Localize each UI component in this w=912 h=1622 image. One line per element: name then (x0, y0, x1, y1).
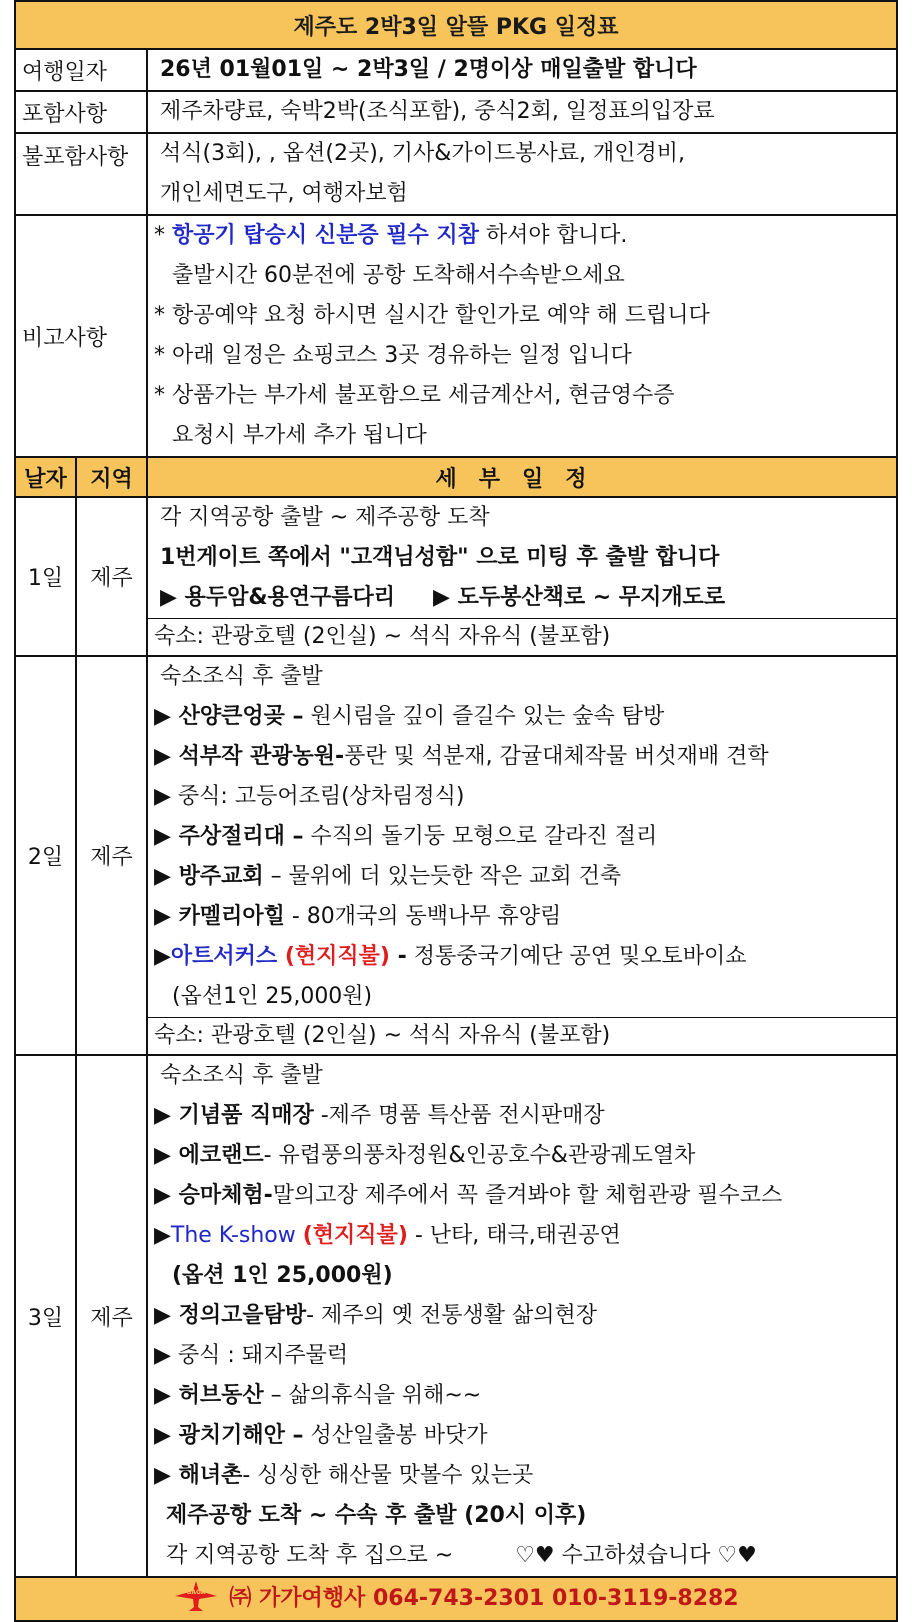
travel-date-value: 26년 01월01일 ~ 2박3일 / 2명이상 매일출발 합니다 (160, 57, 697, 82)
spot-name: ▶ 기념품 직매장 (154, 1103, 314, 1128)
footer (15, 1577, 897, 1621)
notes-line-1 (148, 216, 896, 256)
id-required-notice: 항공기 탑승시 신분증 필수 지참 (172, 223, 479, 248)
itinerary-sheet (14, 0, 896, 1617)
thanks-text: 수고하셨습니다 (554, 1543, 718, 1568)
notes-line-2: 출발시간 60분전에 공항 도착해서수속받으세요 (172, 263, 625, 288)
day2-line-2 (148, 697, 896, 737)
airplane-logo-icon (173, 1579, 219, 1619)
day2-line-4: ▶ 중식: 고등어조림(상차림정식) (154, 784, 465, 809)
day2-detail (147, 656, 897, 1055)
travel-date-cell (147, 49, 897, 91)
dash: - (389, 944, 407, 969)
homeward-text: 각 지역공항 도착 후 집으로 ~ (166, 1543, 454, 1568)
day2-line-3 (148, 737, 896, 777)
notes-bullet: * (154, 223, 172, 248)
arrow-icon: ▶ (154, 944, 171, 969)
header-detail: 세부일정 (147, 457, 897, 497)
heart-icon: ♡♥ (717, 1543, 757, 1568)
spot-name: ▶ 해녀촌 (154, 1463, 243, 1488)
day3-line-5 (148, 1216, 896, 1256)
day1-row (15, 497, 897, 656)
spot-desc: - 싱싱한 해산물 맛볼수 있는곳 (242, 1463, 534, 1488)
option-name: The K-show (170, 1223, 303, 1248)
spot-name: ▶ 산양큰엉곶 – (154, 704, 304, 729)
spot-name: ▶ 주상절리대 – (154, 824, 304, 849)
spot-desc: 말의고장 제주에서 꼭 즐겨봐야 할 체험관광 필수코스 (272, 1183, 783, 1208)
travel-date-row (15, 49, 897, 91)
spot-name: ▶ 카멜리아힐 (154, 904, 285, 929)
day3-line-4 (148, 1176, 896, 1216)
day1-lodging: 숙소: 관광호텔 (2인실) ~ 석식 자유식 (불포함) (148, 618, 896, 655)
day2-line-8 (148, 937, 896, 977)
day2-line-6 (148, 857, 896, 897)
excluded-label: 불포함사항 (15, 133, 147, 215)
day2-day: 2일 (15, 656, 76, 1055)
included-label: 포함사항 (15, 91, 147, 133)
day3-line-7 (148, 1296, 896, 1336)
day3-row (15, 1055, 897, 1577)
spot-name: ▶ 에코랜드 (154, 1143, 264, 1168)
day3-line-13 (148, 1536, 896, 1576)
spot-desc: 원시림을 깊이 즐길수 있는 숲속 탐방 (303, 704, 665, 729)
pay-on-site-badge: (현지직불) (284, 944, 390, 969)
day1-region: 제주 (76, 497, 147, 656)
spot-name: ▶ 승마체험- (154, 1183, 273, 1208)
excluded-row (15, 133, 897, 215)
spot-desc: 정통중국기예단 공연 및오토바이쇼 (406, 944, 747, 969)
header-region: 지역 (76, 457, 147, 497)
header-day: 날자 (15, 457, 76, 497)
day3-line-2 (148, 1096, 896, 1136)
itinerary-table (14, 0, 898, 1622)
excluded-line-1: 석식(3회), , 옵션(2곳), 기사&가이드봉사료, 개인경비, (160, 141, 685, 166)
day1-spot-yongduam: ▶ 용두암&용연구름다리 (160, 585, 396, 610)
day2-lodging: 숙소: 관광호텔 (2인실) ~ 석식 자유식 (불포함) (148, 1017, 896, 1054)
spot-name: ▶ 허브동산 (154, 1383, 264, 1408)
excluded-cell (147, 133, 897, 215)
spot-name: ▶ 방주교회 (154, 864, 264, 889)
day3-region: 제주 (76, 1055, 147, 1577)
day3-line-1: 숙소조식 후 출발 (160, 1063, 323, 1088)
day2-line-5 (148, 817, 896, 857)
notes-line-3: * 항공예약 요청 하시면 실시간 할인가로 예약 해 드립니다 (154, 303, 710, 328)
day1-line-1: 각 지역공항 출발 ~ 제주공항 도착 (160, 505, 490, 530)
notes-cell (147, 215, 897, 457)
spot-desc: - 난타, 태극,태권공연 (407, 1223, 621, 1248)
travel-date-label: 여행일자 (15, 49, 147, 91)
company-contact: ㈜ 가가여행사 064-743-2301 010-3119-8282 (229, 1586, 739, 1611)
included-row (15, 91, 897, 133)
spot-desc: - 80개국의 동백나무 휴양림 (284, 904, 562, 929)
spot-name: ▶ 정의고을탐방 (154, 1303, 307, 1328)
spot-desc: - 유렵풍의풍차정원&인공호수&관광궤도열차 (263, 1143, 696, 1168)
excluded-line-2: 개인세면도구, 여행자보험 (160, 181, 408, 206)
spot-name: ▶ 석부작 관광농원- (154, 744, 345, 769)
day3-line-8: ▶ 중식 : 돼지주물럭 (154, 1343, 349, 1368)
day2-region: 제주 (76, 656, 147, 1055)
title-row (15, 1, 897, 49)
day2-line-1: 숙소조식 후 출발 (160, 664, 323, 689)
day3-day: 3일 (15, 1055, 76, 1577)
day3-line-11 (148, 1456, 896, 1496)
heart-icon: ♡♥ (515, 1543, 555, 1568)
day2-line-7 (148, 897, 896, 937)
day1-line-2: 1번게이트 쪽에서 "고객님성함" 으로 미팅 후 출발 합니다 (160, 545, 720, 570)
notes-line-1-rest: 하셔야 합니다. (478, 223, 628, 248)
spot-desc: 성산일출봉 바닷가 (303, 1423, 488, 1448)
day3-line-12: 제주공항 도착 ~ 수속 후 출발 (20시 이후) (166, 1503, 587, 1528)
day3-line-3 (148, 1136, 896, 1176)
included-cell (147, 91, 897, 133)
day1-detail (147, 497, 897, 656)
option-name: 아트서커스 (170, 944, 285, 969)
notes-line-6: 요청시 부가세 추가 됩니다 (172, 423, 427, 448)
notes-row (15, 215, 897, 457)
day3-detail (147, 1055, 897, 1577)
day3-line-6: (옵션 1인 25,000원) (172, 1263, 393, 1288)
day2-row (15, 656, 897, 1055)
day3-line-10 (148, 1416, 896, 1456)
footer-row (15, 1577, 897, 1621)
arrow-icon: ▶ (154, 1223, 171, 1248)
spot-desc: – 물위에 더 있는듯한 작은 교회 건축 (263, 864, 622, 889)
included-value: 제주차량료, 숙박2박(조식포함), 중식2회, 일정표의입장료 (160, 99, 715, 124)
schedule-header-row (15, 457, 897, 497)
pay-on-site-badge: (현지직불) (302, 1223, 408, 1248)
day1-day: 1일 (15, 497, 76, 656)
spot-desc: – 삶의휴식을 위해~~ (263, 1383, 482, 1408)
day1-spot-dodubong: ▶ 도두봉산책로 ~ 무지개도로 (433, 585, 726, 610)
notes-label: 비고사항 (15, 215, 147, 457)
notes-line-5: * 상품가는 부가세 불포함으로 세금계산서, 현금영수증 (154, 383, 675, 408)
notes-line-4: * 아래 일정은 쇼핑코스 3곳 경유하는 일정 입니다 (154, 343, 632, 368)
spot-desc: 수직의 돌기둥 모형으로 갈라진 절리 (303, 824, 658, 849)
day1-line-3 (148, 578, 896, 618)
spot-desc: - 제주의 옛 전통생활 삶의현장 (306, 1303, 598, 1328)
page-title: 제주도 2박3일 알뜰 PKG 일정표 (15, 1, 897, 49)
spot-desc: -제주 명품 특산품 전시판매장 (313, 1103, 605, 1128)
spot-desc: 풍란 및 석분재, 감귤대체작물 버섯재배 견학 (344, 744, 769, 769)
day2-line-9: (옵션1인 25,000원) (172, 984, 373, 1009)
spot-name: ▶ 광치기해안 – (154, 1423, 304, 1448)
logo-text: GAGA (186, 1589, 206, 1596)
day3-line-9 (148, 1376, 896, 1416)
